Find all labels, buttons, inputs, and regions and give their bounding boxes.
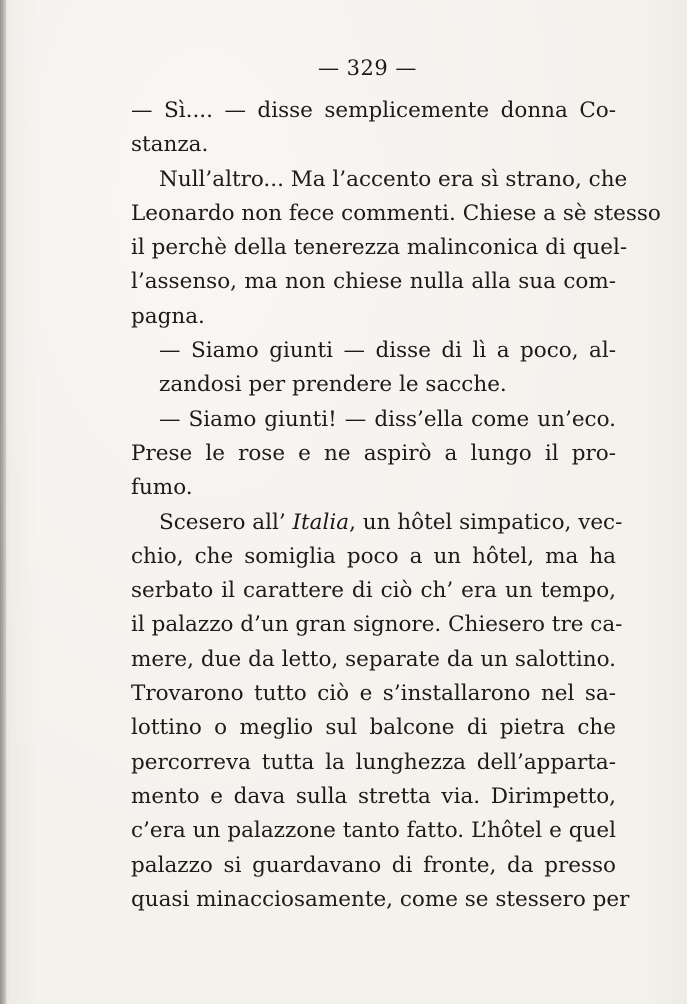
text-line: stanza. xyxy=(131,132,209,158)
body-text xyxy=(131,94,661,917)
text-fragment: Scesero all’ xyxy=(159,509,293,535)
text-line: Trovarono tutto ciò e s’installarono nel sa- xyxy=(131,681,616,707)
text-line: pagna. xyxy=(131,303,205,329)
text-line: quasi minacciosamente, come se stessero per xyxy=(131,886,630,912)
text-line: Null’altro... Ma l’accento era sì strano, che xyxy=(159,166,628,192)
text-line: serbato il carattere di ciò ch’ era un tempo, xyxy=(131,578,616,604)
text-line: palazzo si guardavano di fronte, da presso xyxy=(131,852,616,878)
text-line: mento e dava sulla stretta via. Dirimpetto, xyxy=(131,783,616,809)
text-line: il palazzo d’un gran signore. Chiesero tre ca- xyxy=(131,612,623,638)
text-line: chio, che somiglia poco a un hôtel, ma ha xyxy=(131,543,616,569)
text-fragment: , un hôtel simpatico, vec- xyxy=(349,509,623,535)
text-line: lottino o meglio sul balcone di pietra che xyxy=(131,715,616,741)
text-line: Prese le rose e ne aspirò a lungo il pro- xyxy=(131,440,616,466)
text-line: c’era un palazzone tanto fatto. L’hôtel e quel xyxy=(131,818,616,844)
page-number: — 329 — xyxy=(318,56,417,80)
text-line: zandosi per prendere le sacche. xyxy=(159,372,507,398)
text-line: — Siamo giunti! — diss’ella come un’eco. xyxy=(159,406,616,432)
text-line: l’assenso, ma non chiese nulla alla sua com- xyxy=(131,269,616,295)
text-line: Leonardo non fece commenti. Chiese a sè stesso xyxy=(131,200,661,226)
text-line: il perchè della tenerezza malinconica di quel- xyxy=(131,235,628,261)
text-line: mere, due da letto, separate da un salottino. xyxy=(131,646,616,672)
hotel-name-italic: Italia xyxy=(292,509,350,535)
text-line: percorreva tutta la lunghezza dell’apparta- xyxy=(131,749,616,775)
page-edge xyxy=(0,0,6,1004)
text-line: fumo. xyxy=(131,475,193,501)
text-line: — Sì.... — disse semplicemente donna Co- xyxy=(131,98,616,123)
text-line: — Siamo giunti — disse di lì a poco, al- xyxy=(159,338,616,364)
text-line-with-italic xyxy=(131,506,623,540)
